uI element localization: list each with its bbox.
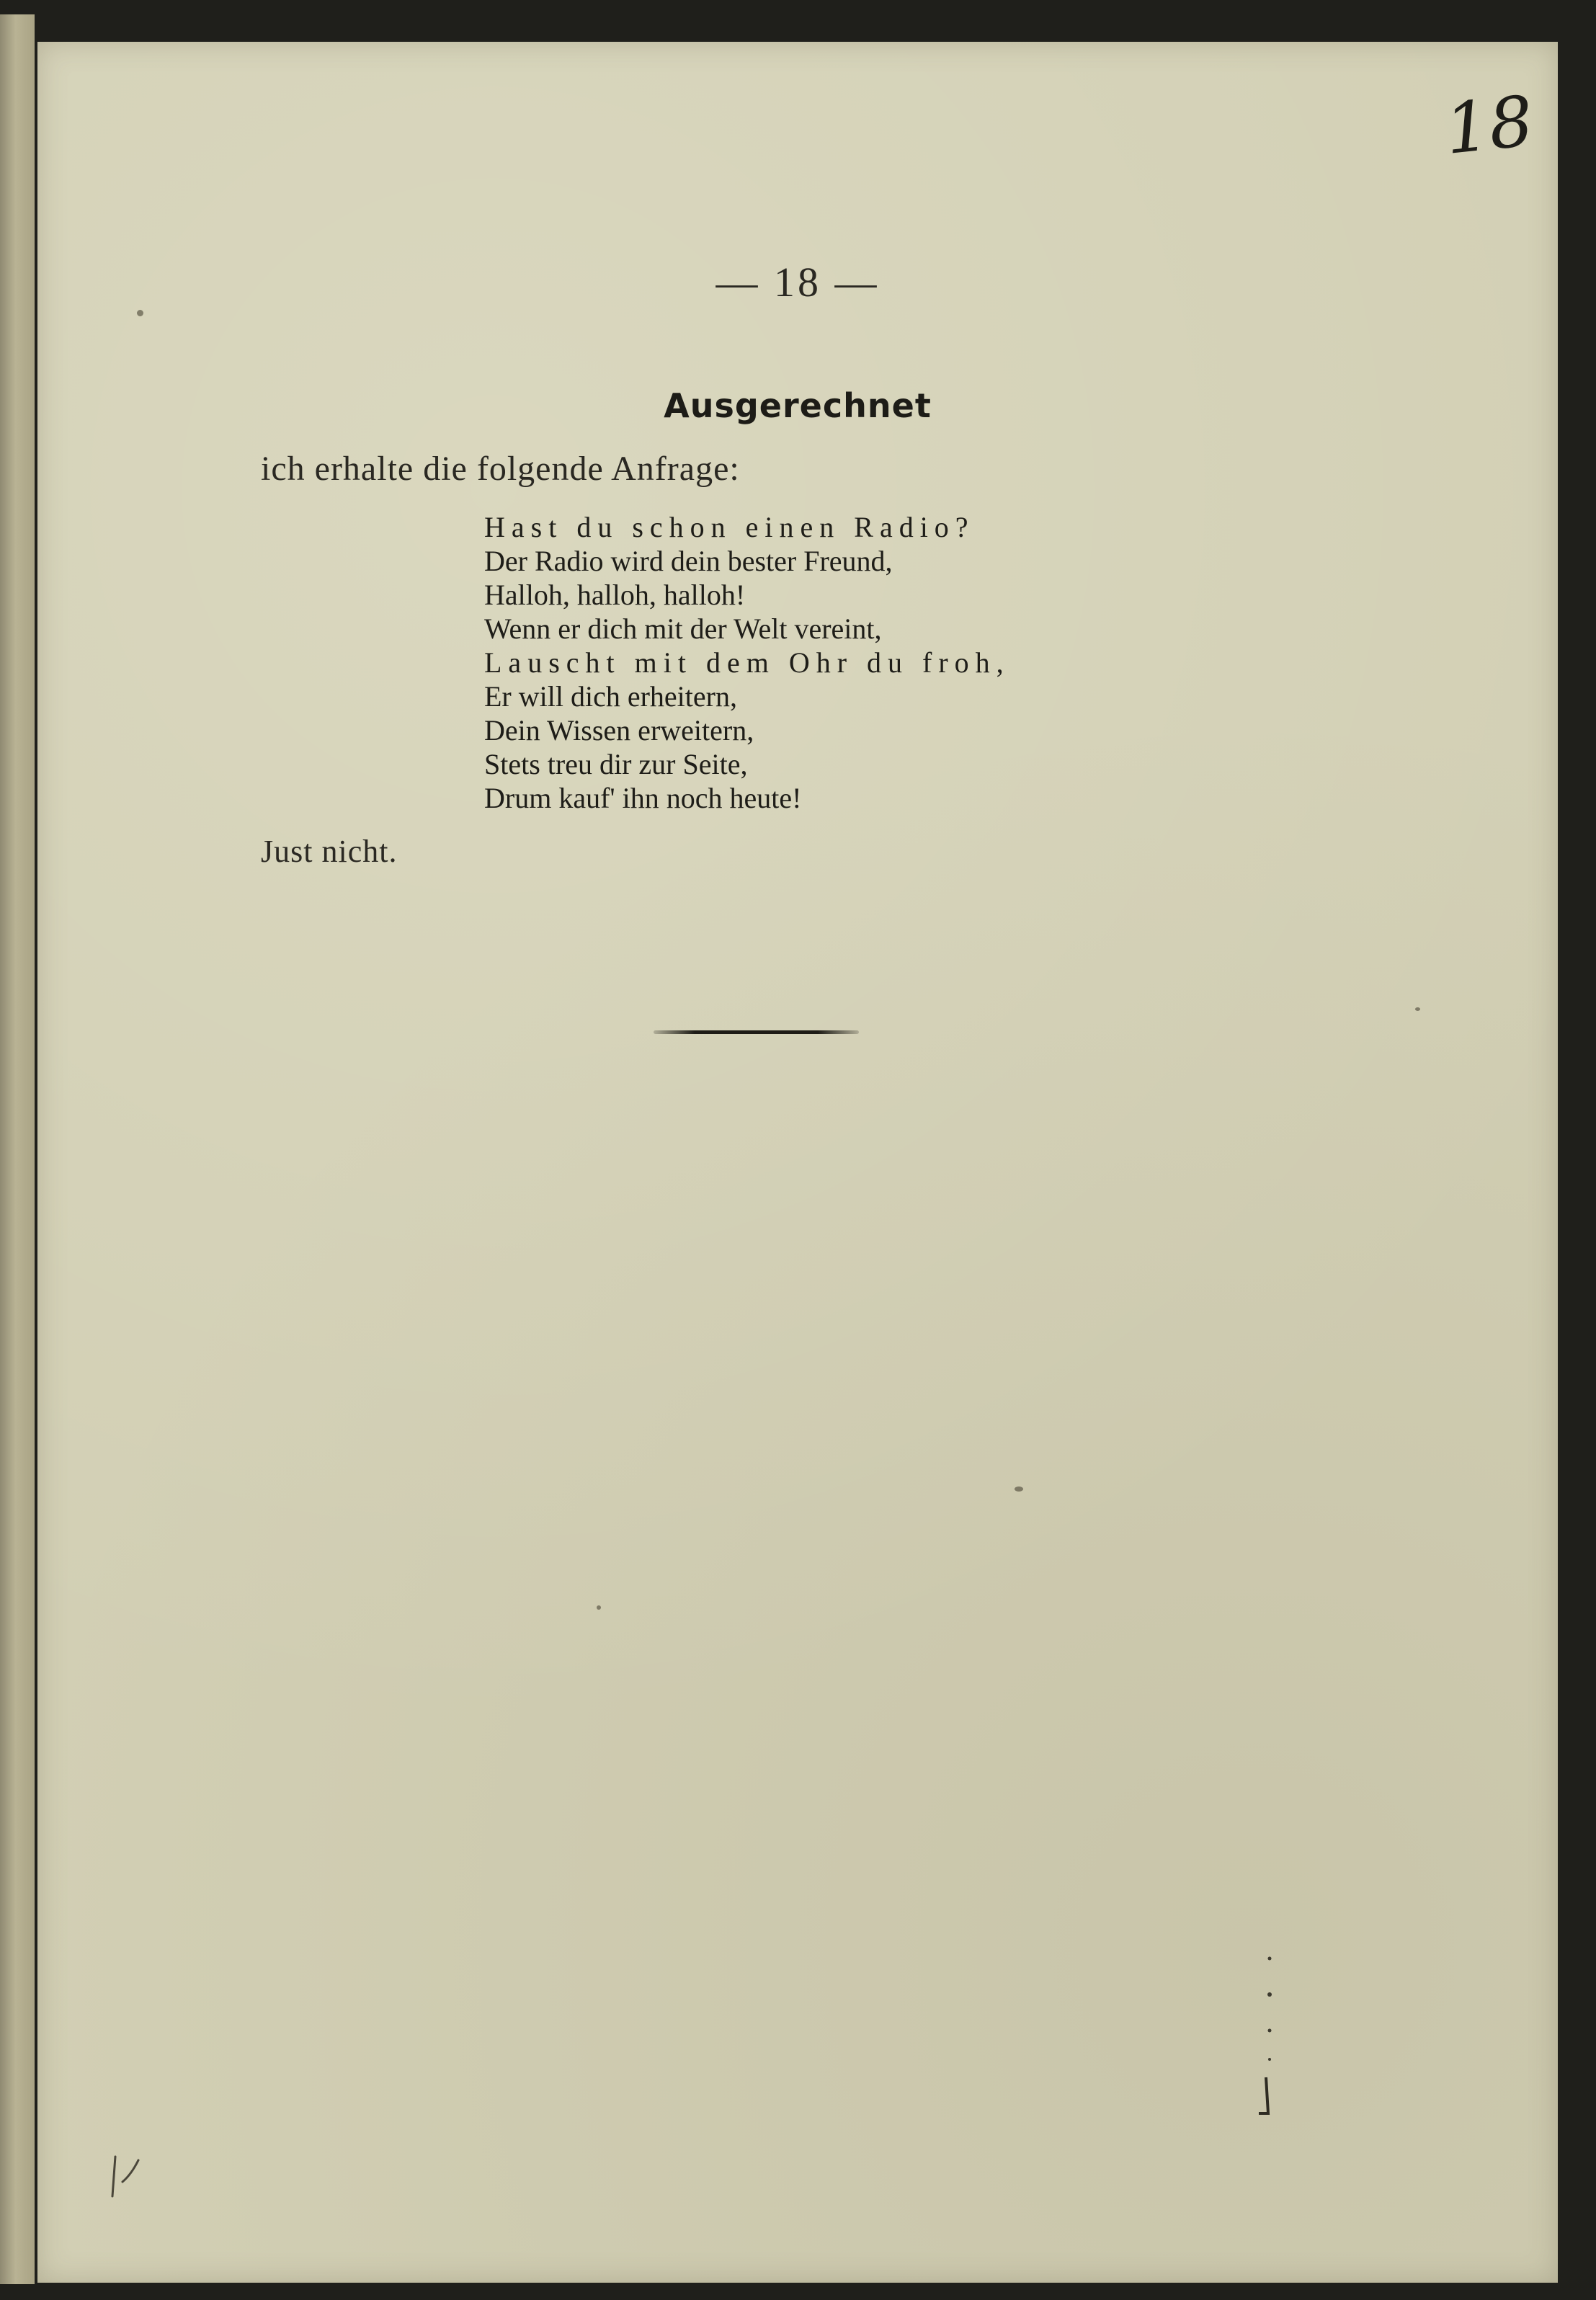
poem-line: Lauscht mit dem Ohr du froh, [484,646,1010,679]
paper-speck [1015,1486,1023,1492]
poem-line: Halloh, halloh, halloh! [484,579,746,611]
article-title: Ausgerechnet [664,386,932,425]
closing-text: Just nicht. [261,834,398,869]
binding-edge [0,14,35,2284]
paper-speck [1415,1007,1420,1011]
poem-block [484,510,1061,815]
poem-line: Stets treu dir zur Seite, [484,748,748,780]
handwritten-page-number: 18 [1441,80,1538,171]
paper-speck [597,1605,601,1610]
section-divider [654,1030,859,1034]
poem-line: Er will dich erheitern, [484,680,737,713]
intro-text: ich erhalte die folgende Anfrage: [261,450,740,488]
pencil-mark-icon [102,2153,146,2203]
stain-marks-icon [1255,1951,1284,2124]
paper-page [37,42,1558,2283]
page-header: — 18 — [715,259,880,306]
poem-line: Hast du schon einen Radio? [484,511,975,543]
poem-line: Dein Wissen erweitern, [484,714,754,746]
poem-line: Der Radio wird dein bester Freund, [484,545,893,577]
poem-line: Wenn er dich mit der Welt vereint, [484,612,882,645]
poem-line: Drum kauf' ihn noch heute! [484,782,802,814]
paper-speck [137,310,143,316]
